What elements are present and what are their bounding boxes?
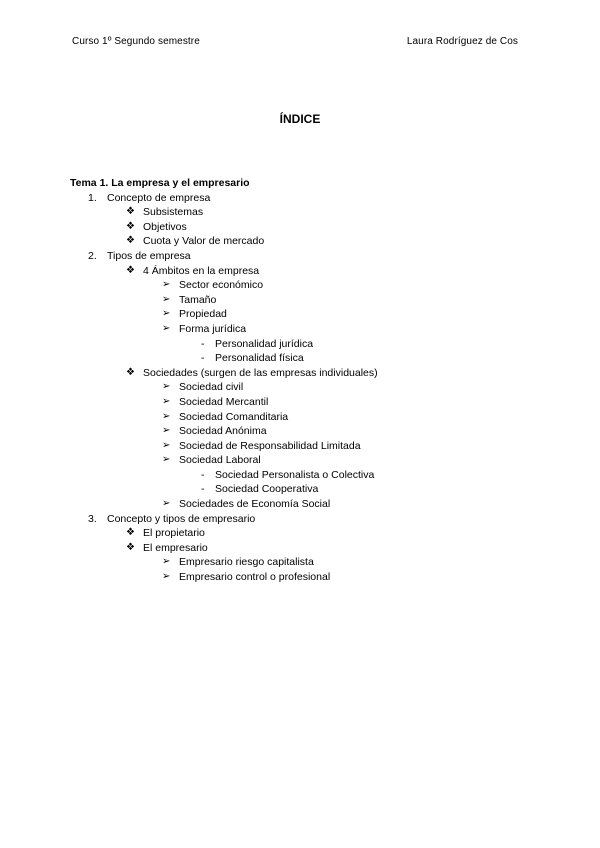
bullet-marker: ➢ (162, 425, 171, 437)
list-item (70, 526, 530, 541)
bullet-marker: 2. (88, 249, 97, 262)
list-item (70, 293, 530, 308)
list-item (70, 351, 530, 366)
list-item-label: Sociedad Anónima (179, 425, 267, 438)
list-item (70, 337, 530, 352)
list-item-label: Personalidad jurídica (215, 337, 314, 350)
list-item-label: Sociedad de Responsabilidad Limitada (179, 439, 361, 452)
list-item (70, 410, 530, 425)
list-item-label: Sociedades (surgen de las empresas individuales) (143, 366, 378, 379)
bullet-marker: ❖ (126, 206, 135, 218)
bullet-marker: ➢ (162, 322, 171, 334)
list-item-label: Sociedades de Economía Social (179, 498, 331, 511)
list-item-label: Personalidad física (215, 352, 304, 365)
list-item (70, 322, 530, 337)
bullet-marker: ❖ (126, 541, 135, 553)
list-item-label: Empresario control o profesional (179, 571, 331, 584)
list-item (70, 191, 530, 206)
list-item (70, 205, 530, 220)
bullet-marker: ➢ (162, 381, 171, 393)
list-item (70, 570, 530, 585)
bullet-marker: ➢ (162, 556, 171, 568)
bullet-marker: - (201, 352, 205, 365)
bullet-marker: ➢ (162, 308, 171, 320)
list-item-label: Sociedad Cooperativa (215, 483, 319, 496)
list-item-label: Propiedad (179, 308, 227, 321)
bullet-marker: 1. (88, 191, 97, 204)
bullet-marker: ➢ (162, 454, 171, 466)
list-item-label: Cuota y Valor de mercado (143, 235, 265, 248)
bullet-marker: ➢ (162, 498, 171, 510)
list-item (70, 424, 530, 439)
page-title: ÍNDICE (279, 112, 321, 126)
list-item (70, 512, 530, 527)
list-item (70, 264, 530, 279)
list-item-label: El empresario (143, 541, 208, 554)
list-item-label: El propietario (143, 527, 205, 540)
list-item-label: Sector económico (179, 279, 264, 292)
list-item (70, 220, 530, 235)
list-item (70, 468, 530, 483)
bullet-marker: ➢ (162, 410, 171, 422)
list-item-label: Concepto de empresa (107, 191, 211, 204)
list-item (70, 395, 530, 410)
bullet-marker: ➢ (162, 571, 171, 583)
list-item (70, 555, 530, 570)
bullet-marker: ❖ (126, 235, 135, 247)
list-item (70, 482, 530, 497)
bullet-marker: ❖ (126, 220, 135, 232)
outline-list (70, 191, 530, 585)
list-item-label: Forma jurídica (179, 322, 247, 335)
list-item (70, 278, 530, 293)
bullet-marker: ❖ (126, 527, 135, 539)
list-item-label: Sociedad Comanditaria (179, 410, 289, 423)
bullet-marker: ➢ (162, 439, 171, 451)
list-item-label: Tamaño (179, 293, 217, 306)
list-item-label: Objetivos (143, 220, 187, 233)
list-item (70, 249, 530, 264)
header-author: Laura Rodríguez de Cos (406, 36, 518, 47)
list-item (70, 234, 530, 249)
list-item-label: Sociedad Personalista o Colectiva (215, 468, 375, 481)
bullet-marker: 3. (88, 512, 97, 525)
list-item (70, 366, 530, 381)
topic-heading: Tema 1. La empresa y el empresario (70, 177, 250, 189)
index-content (70, 176, 530, 585)
bullet-marker: ➢ (162, 395, 171, 407)
bullet-marker: - (201, 337, 205, 350)
list-item-label: Tipos de empresa (107, 249, 191, 262)
list-item-label: Empresario riesgo capitalista (179, 556, 314, 569)
list-item-label: Sociedad Mercantil (179, 395, 269, 408)
list-item-label: 4 Ámbitos en la empresa (143, 264, 260, 277)
bullet-marker: - (201, 468, 205, 481)
list-item (70, 497, 530, 512)
bullet-marker: ➢ (162, 293, 171, 305)
bullet-marker: - (201, 483, 205, 496)
list-item-label: Concepto y tipos de empresario (107, 512, 256, 525)
bullet-marker: ❖ (126, 366, 135, 378)
list-item (70, 453, 530, 468)
list-item (70, 439, 530, 454)
list-item (70, 307, 530, 322)
header-course: Curso 1º Segundo semestre (72, 36, 200, 47)
bullet-marker: ❖ (126, 264, 135, 276)
bullet-marker: ➢ (162, 279, 171, 291)
list-item-label: Sociedad Laboral (179, 454, 261, 467)
list-item-label: Sociedad civil (179, 381, 244, 394)
list-item-label: Subsistemas (143, 206, 204, 219)
list-item (70, 380, 530, 395)
list-item (70, 541, 530, 556)
